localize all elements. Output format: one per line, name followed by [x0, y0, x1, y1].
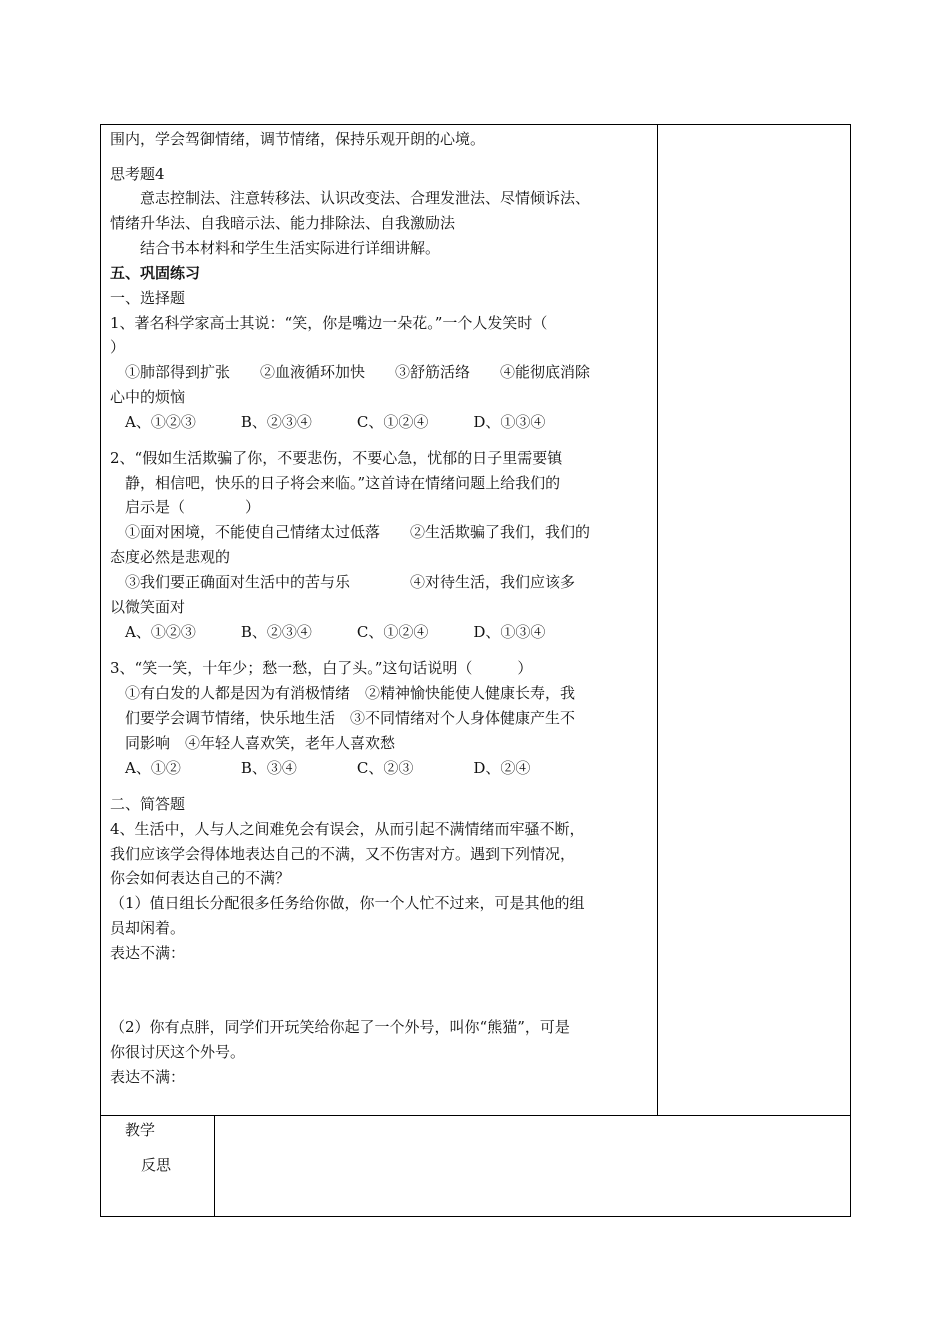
- reflection-label: 教学: [125, 1121, 156, 1139]
- answer-prompt: 表达不满：: [110, 944, 186, 962]
- option-text: ①肺部得到扩张 ②血液循环加快 ③舒筋活络 ④能彻底消除: [110, 363, 591, 381]
- text-line: 思考题4: [110, 165, 165, 183]
- scenario-text: 你很讨厌这个外号。: [110, 1043, 246, 1061]
- question-text: 你会如何表达自己的不满？: [110, 869, 291, 887]
- scenario-text: 员却闲着。: [110, 919, 186, 937]
- subsection-heading: 二、简答题: [110, 795, 186, 813]
- text-line: 情绪升华法、自我暗示法、能力排除法、自我激励法: [110, 214, 456, 232]
- question-text: 启示是（ ）: [110, 498, 261, 516]
- reflection-row: [100, 1115, 851, 1217]
- option-text: 心中的烦恼: [110, 388, 186, 406]
- scenario-text: （1）值日组长分配很多任务给你做，你一个人忙不过来，可是其他的组: [110, 894, 585, 912]
- option-text: 们要学会调节情绪，快乐地生活 ③不同情绪对个人身体健康产生不: [110, 709, 576, 727]
- text-line: 意志控制法、注意转移法、认识改变法、合理发泄法、尽情倾诉法、: [110, 189, 591, 207]
- option-text: ③我们要正确面对生活中的苦与乐 ④对待生活，我们应该多: [110, 573, 576, 591]
- subsection-heading: 一、选择题: [110, 289, 186, 307]
- answer-prompt: 表达不满：: [110, 1068, 186, 1086]
- question-text: 1、著名科学家高士其说：“笑，你是嘴边一朵花。”一个人发笑时（: [110, 314, 548, 332]
- option-text: 同影响 ④年轻人喜欢笑，老年人喜欢愁: [110, 734, 396, 752]
- question-text: 静，相信吧，快乐的日子将会来临。”这首诗在情绪问题上给我们的: [110, 474, 561, 492]
- section-heading: 五、巩固练习: [110, 264, 201, 282]
- reflection-label: 反思: [141, 1156, 172, 1174]
- text-line: 围内，学会驾御情绪，调节情绪，保持乐观开朗的心境。: [110, 130, 486, 148]
- question-text: ）: [110, 338, 126, 356]
- content-table-cell: [100, 124, 851, 1116]
- answer-choices: A、①②③ B、②③④ C、①②④ D、①③④: [110, 413, 546, 431]
- text-line: 结合书本材料和学生生活实际进行详细讲解。: [110, 239, 441, 257]
- reflection-divider: [214, 1115, 215, 1217]
- question-text: 我们应该学会得体地表达自己的不满，又不伤害对方。遇到下列情况，: [110, 845, 576, 863]
- answer-choices: A、①② B、③④ C、②③ D、②④: [110, 759, 531, 777]
- option-text: 以微笑面对: [110, 598, 186, 616]
- option-text: 态度必然是悲观的: [110, 548, 231, 566]
- notes-column-divider: [657, 124, 658, 1116]
- answer-choices: A、①②③ B、②③④ C、①②④ D、①③④: [110, 623, 546, 641]
- question-text: 3、“笑一笑，十年少；愁一愁，白了头。”这句话说明（ ）: [110, 659, 533, 677]
- option-text: ①面对困境，不能使自己情绪太过低落 ②生活欺骗了我们，我们的: [110, 523, 591, 541]
- scenario-text: （2）你有点胖，同学们开玩笑给你起了一个外号，叫你“熊猫”，可是: [110, 1018, 570, 1036]
- question-text: 2、“假如生活欺骗了你，不要悲伤，不要心急，忧郁的日子里需要镇: [110, 449, 563, 467]
- question-text: 4、生活中，人与人之间难免会有误会，从而引起不满情绪而牢骚不断，: [110, 820, 585, 838]
- option-text: ①有白发的人都是因为有消极情绪 ②精神愉快能使人健康长寿，我: [110, 684, 576, 702]
